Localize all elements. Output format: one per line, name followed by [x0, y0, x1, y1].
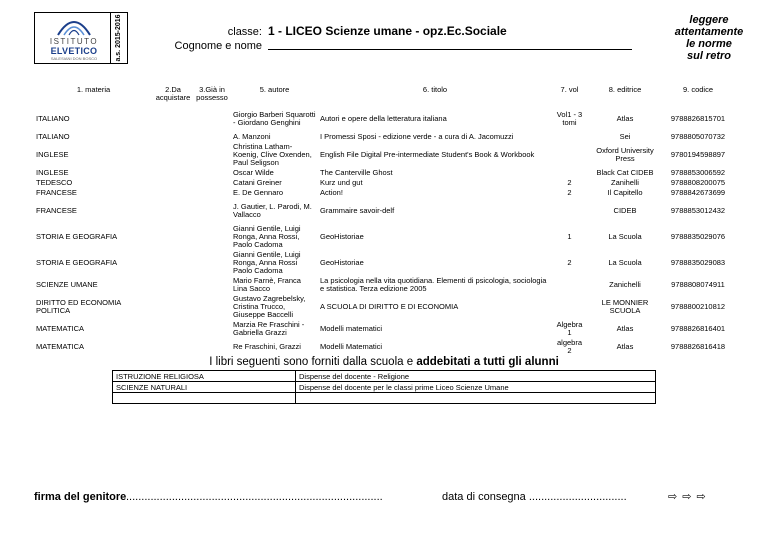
- cell-vol: Vol1 - 3 tomi: [556, 109, 583, 127]
- cell-titolo: A SCUOLA DI DIRITTO E DI ECONOMIA: [320, 301, 459, 311]
- cell-vol: 2: [567, 178, 572, 187]
- cell-titolo: Modelli matematici: [320, 323, 383, 333]
- cell-titolo: GeoHistoriae: [320, 257, 364, 267]
- cell-codice: 9788835029076: [670, 231, 726, 241]
- table-row: [34, 178, 733, 188]
- cell-gia[interactable]: [193, 224, 231, 250]
- table-row: [34, 132, 733, 142]
- cell-gia[interactable]: [193, 338, 231, 356]
- cell-editrice: Oxford University Press: [596, 145, 654, 163]
- cell-autore: Oscar Wilde: [233, 168, 274, 177]
- cell-vol: [552, 294, 587, 320]
- cell-vol: [552, 276, 587, 294]
- book-list-table: [34, 84, 733, 356]
- cell-editrice: Black Cat CIDEB: [596, 168, 654, 177]
- cell-vol: 2: [567, 257, 572, 267]
- col-header-gia-in-possesso: 3.Già in possesso: [196, 85, 228, 103]
- cell-vol: Algebra 1: [556, 320, 583, 337]
- cell-materia: TEDESCO: [36, 178, 73, 187]
- cell-da[interactable]: [153, 142, 193, 168]
- cell-autore: Marzia Re Fraschini - Gabriella Grazzi: [233, 320, 305, 337]
- table-row: [34, 320, 733, 338]
- cell-da[interactable]: [153, 338, 193, 356]
- cell-vol: 1: [567, 231, 572, 241]
- cell-editrice: Sei: [619, 132, 631, 141]
- cell-materia: SCIENZE UMANE: [36, 279, 98, 289]
- school-cell-descr: Dispense del docente - Religione: [296, 371, 656, 382]
- cell-editrice: Atlas: [616, 113, 634, 123]
- school-provided-table: [112, 370, 656, 404]
- cell-editrice: Atlas: [616, 341, 634, 351]
- cell-da[interactable]: [153, 198, 193, 224]
- cell-materia: MATEMATICA: [36, 341, 85, 351]
- cell-titolo: Autori e opere della letteratura italiana: [320, 113, 447, 123]
- cell-materia: INGLESE: [36, 168, 69, 177]
- school-cell-materia: [113, 393, 296, 404]
- cell-da[interactable]: [153, 132, 193, 142]
- cell-codice: 9788826816401: [670, 323, 726, 333]
- cell-codice: 9788853012432: [670, 205, 726, 215]
- cell-autore: Christina Latham-Koenig, Clive Oxenden, Paul Seligson: [233, 142, 312, 168]
- arrow-icons: ⇨ ⇨ ⇨: [668, 491, 707, 503]
- table-header-row: [34, 84, 733, 106]
- cell-da[interactable]: [153, 224, 193, 250]
- col-header-autore: 5. autore: [259, 85, 290, 94]
- cell-da[interactable]: [153, 106, 193, 132]
- cell-codice: 9788835029083: [670, 257, 726, 267]
- cell-gia[interactable]: [193, 294, 231, 320]
- reminder-line: le norme: [686, 38, 732, 50]
- reminder-note: [668, 14, 750, 62]
- cell-gia[interactable]: [193, 320, 231, 338]
- cell-codice: 9788826816418: [670, 341, 726, 351]
- cell-autore: Gianni Gentile, Luigi Ronga, Anna Rossi, Paolo Cadoma: [233, 224, 301, 250]
- school-cell-materia: ISTRUZIONE RELIGIOSA: [113, 371, 296, 382]
- table-row: [34, 224, 733, 250]
- cell-materia: ITALIANO: [36, 113, 70, 123]
- school-row: [113, 371, 656, 382]
- cell-autore: E. De Gennaro: [233, 188, 284, 197]
- cell-autore: Mario Farnè, Franca Lina Sacco: [233, 276, 301, 293]
- cell-gia[interactable]: [193, 168, 231, 178]
- table-row: [34, 250, 733, 276]
- school-row: [113, 393, 656, 404]
- cell-titolo: English File Digital Pre-intermediate Student's Book & Workbook: [320, 149, 535, 159]
- school-logo: [34, 12, 128, 64]
- cell-titolo: La psicologia nella vita quotidiana. Elementi di psicologia, sociologia e statistica. Terza edizione 2005: [320, 276, 547, 293]
- cell-da[interactable]: [153, 276, 193, 294]
- cell-da[interactable]: [153, 168, 193, 178]
- class-label: classe:: [227, 26, 262, 38]
- cell-materia: STORIA E GEOGRAFIA: [36, 231, 118, 241]
- cell-codice: 9788826815701: [670, 113, 726, 123]
- cell-gia[interactable]: [193, 198, 231, 224]
- school-provided-title: [0, 356, 768, 368]
- cell-vol: [552, 198, 587, 224]
- cell-vol: algebra 2: [556, 338, 583, 355]
- table-row: [34, 198, 733, 224]
- cell-titolo: I Promessi Sposi - edizione verde - a cura di A. Jacomuzzi: [320, 132, 514, 141]
- cell-materia: INGLESE: [36, 149, 69, 159]
- table-row: [34, 276, 733, 294]
- cell-materia: FRANCESE: [36, 188, 77, 197]
- cell-vol: [552, 142, 587, 168]
- cell-gia[interactable]: [193, 106, 231, 132]
- cell-materia: MATEMATICA: [36, 323, 85, 333]
- cell-autore: Gustavo Zagrebelsky, Cristina Trucco, Giuseppe Baccelli: [233, 294, 306, 320]
- cell-codice: 9788800210812: [670, 301, 726, 311]
- col-header-titolo: 6. titolo: [422, 85, 448, 94]
- cell-titolo: Action!: [320, 188, 343, 197]
- cell-materia: FRANCESE: [36, 205, 77, 215]
- cell-titolo: The Canterville Ghost: [320, 168, 393, 177]
- cell-editrice: La Scuola: [608, 231, 642, 241]
- cell-vol: 2: [567, 188, 572, 197]
- cell-gia[interactable]: [193, 276, 231, 294]
- cell-materia: ITALIANO: [36, 132, 70, 141]
- table-row: [34, 294, 733, 320]
- school-cell-descr: Dispense del docente per le classi prime Liceo Scienze Umane: [296, 382, 656, 393]
- cell-da[interactable]: [153, 178, 193, 188]
- cell-vol: [552, 168, 587, 178]
- table-row: [34, 142, 733, 168]
- cell-editrice: Zanihelli: [611, 178, 639, 187]
- cell-editrice: Atlas: [616, 323, 634, 333]
- cell-titolo: GeoHistoriae: [320, 231, 364, 241]
- cell-materia: STORIA E GEOGRAFIA: [36, 257, 118, 267]
- school-provided-title-plain: I libri seguenti sono forniti dalla scuola e: [209, 356, 417, 368]
- cell-autore: Giorgio Barberi Squarotti - Giordano Genghini: [233, 109, 316, 127]
- school-provided-title-bold: addebitati a tutti gli alunni: [416, 356, 559, 368]
- cell-editrice: La Scuola: [608, 257, 642, 267]
- col-header-editrice: 8. editrice: [608, 85, 642, 94]
- class-label-block: [150, 25, 262, 53]
- school-row: [113, 382, 656, 393]
- school-cell-materia: SCIENZE NATURALI: [113, 382, 296, 393]
- cell-codice: 9788805070732: [670, 132, 726, 141]
- reminder-line: sul retro: [686, 50, 731, 62]
- col-header-da-acquistare: 2.Da acquistare: [155, 85, 191, 103]
- cell-gia[interactable]: [193, 250, 231, 276]
- cell-autore: Gianni Gentile, Luigi Ronga, Anna Rossi Paolo Cadoma: [233, 250, 301, 276]
- cell-autore: Re Fraschini, Grazzi: [233, 341, 301, 351]
- col-header-vol: 7. vol: [560, 85, 579, 94]
- school-cell-descr: [296, 393, 656, 404]
- cell-editrice: Il Capitello: [607, 188, 643, 197]
- cell-autore: Catani Greiner: [233, 178, 282, 187]
- logo-text-elvetico: ELVETICO: [50, 46, 98, 56]
- name-label: Cognome e nome: [174, 40, 262, 52]
- cell-autore: J. Gautier, L. Parodi, M. Vallacco: [233, 201, 312, 219]
- reminder-line: attentamente: [674, 26, 744, 38]
- col-header-materia: 1. materia: [76, 85, 111, 94]
- cell-codice: 9788853006592: [670, 168, 726, 177]
- signature-label: firma del genitore: [34, 491, 127, 503]
- cell-materia: DIRITTO ED ECONOMIA POLITICA: [36, 297, 121, 315]
- cell-titolo: Kurz und gut: [320, 178, 363, 187]
- signature-field[interactable]: ....................................................................................: [126, 491, 383, 503]
- cell-da[interactable]: [153, 188, 193, 198]
- cell-codice: 9780194598897: [670, 149, 726, 159]
- cell-codice: 9788842673699: [670, 188, 726, 197]
- class-value: 1 - LICEO Scienze umane - opz.Ec.Sociale: [268, 24, 507, 38]
- cell-editrice: CIDEB: [613, 205, 637, 215]
- cell-gia[interactable]: [193, 132, 231, 142]
- table-row: [34, 188, 733, 198]
- logo-mark: [39, 15, 109, 61]
- cell-codice: 9788808074911: [671, 279, 725, 289]
- cell-titolo: Grammaire savoir-delf: [320, 205, 395, 215]
- cell-vol: [552, 132, 587, 142]
- cell-titolo: Modelli Matematici: [320, 341, 383, 351]
- logo-emblem-icon: [56, 15, 92, 37]
- school-year-box: [110, 13, 127, 63]
- cell-da[interactable]: [153, 320, 193, 338]
- cell-autore: A. Manzoni: [233, 132, 271, 141]
- cell-gia[interactable]: [193, 188, 231, 198]
- cell-da[interactable]: [153, 294, 193, 320]
- cell-editrice: LE MONNIER SCUOLA: [601, 297, 649, 315]
- cell-gia[interactable]: [193, 178, 231, 188]
- cell-editrice: Zanichelli: [609, 279, 641, 289]
- table-row: [34, 168, 733, 178]
- logo-text-salesiani: SALESIANI DON BOSCO: [50, 56, 98, 61]
- reminder-line: leggere: [689, 14, 729, 26]
- school-year: a.s. 2015-2016: [115, 14, 122, 62]
- col-header-codice: 9. codice: [682, 85, 714, 94]
- logo-text-istituto: ISTITUTO: [49, 37, 99, 46]
- cell-gia[interactable]: [193, 142, 231, 168]
- date-field[interactable]: data di consegna ................................: [442, 491, 627, 503]
- cell-codice: 9788808200075: [670, 178, 726, 187]
- name-input-line[interactable]: [268, 49, 632, 50]
- cell-da[interactable]: [153, 250, 193, 276]
- table-row: [34, 338, 733, 356]
- table-row: [34, 106, 733, 132]
